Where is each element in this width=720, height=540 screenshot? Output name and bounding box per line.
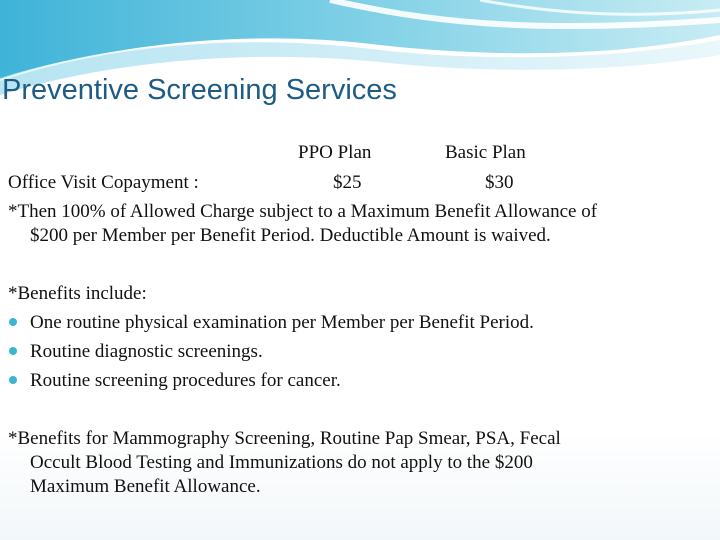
slide-title: Preventive Screening Services bbox=[2, 74, 397, 106]
exclusion-note-line3: Maximum Benefit Allowance. bbox=[30, 476, 261, 497]
allowance-note-line1: *Then 100% of Allowed Charge subject to a Maximum Benefit Allowance of bbox=[8, 201, 598, 222]
bullet-dot-icon bbox=[9, 376, 17, 384]
allowance-note-line2: $200 per Member per Benefit Period. Deductible Amount is waived. bbox=[30, 225, 551, 246]
exclusion-note-line2: Occult Blood Testing and Immunizations do not apply to the $200 bbox=[30, 452, 533, 473]
copay-label: Office Visit Copayment : bbox=[8, 172, 199, 193]
copay-ppo-value: $25 bbox=[333, 172, 362, 193]
benefits-heading: *Benefits include: bbox=[8, 283, 147, 304]
exclusion-note-line1: *Benefits for Mammography Screening, Routine Pap Smear, PSA, Fecal bbox=[8, 428, 561, 449]
basic-plan-header: Basic Plan bbox=[445, 142, 526, 163]
bullet-dot-icon bbox=[9, 318, 17, 326]
benefit-item: Routine diagnostic screenings. bbox=[30, 341, 263, 362]
benefit-item: Routine screening procedures for cancer. bbox=[30, 370, 341, 391]
ppo-plan-header: PPO Plan bbox=[298, 142, 372, 163]
bullet-dot-icon bbox=[9, 347, 17, 355]
benefit-item: One routine physical examination per Member per Benefit Period. bbox=[30, 312, 534, 333]
copay-basic-value: $30 bbox=[485, 172, 514, 193]
